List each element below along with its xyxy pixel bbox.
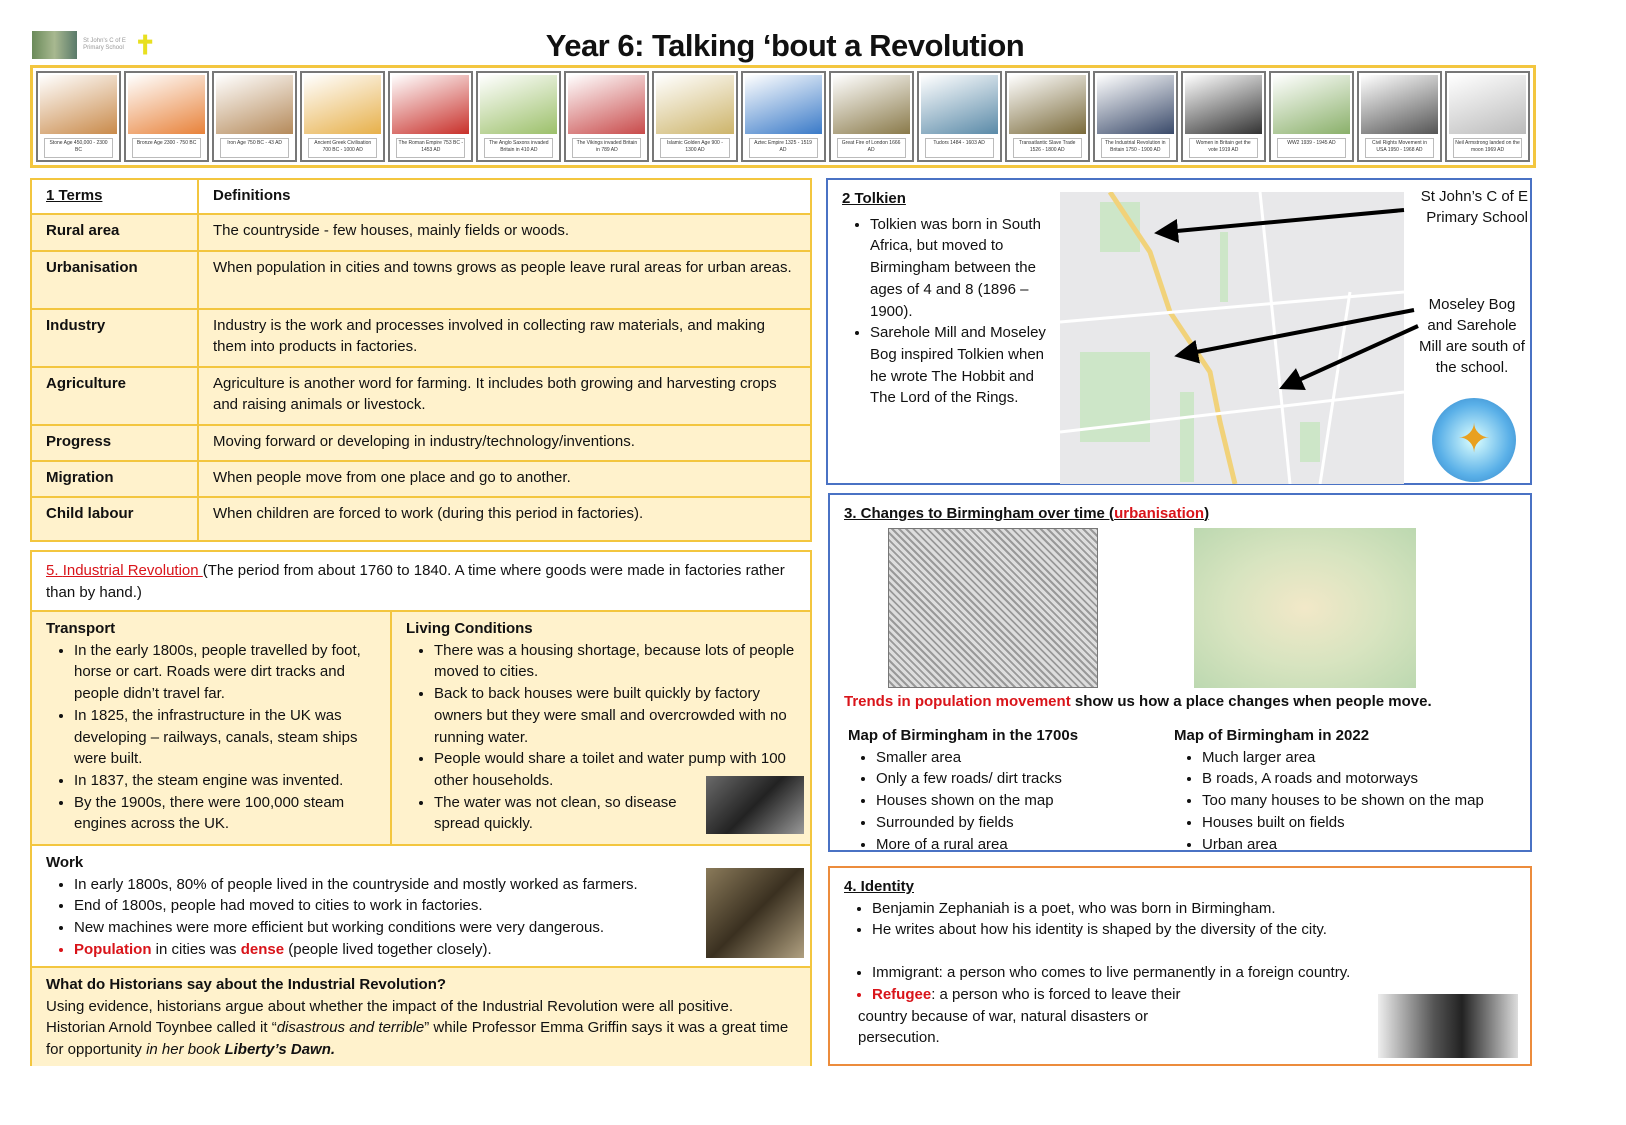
term-row [31, 251, 811, 309]
historians-heading: What do Historians say about the Industrial Revolution? [46, 976, 447, 993]
timeline-image [128, 75, 205, 134]
timeline-caption: WW2 1939 - 1945 AD [1277, 138, 1346, 158]
definition: Moving forward or developing in industry/technology/inventions. [198, 425, 811, 461]
timeline-caption: Transatlantic Slave Trade 1526 - 1800 AD [1013, 138, 1082, 158]
identity-heading: 4. Identity [844, 878, 915, 895]
mill-label: Moseley Bog and Sarehole Mill are south of the school. [1419, 296, 1525, 376]
timeline-card [300, 71, 385, 162]
timeline-image [480, 75, 557, 134]
timeline-image [1273, 75, 1350, 134]
timeline-caption: The Anglo Saxons invaded Britain in 410 AD [484, 138, 553, 158]
compass-icon: ✦ [1432, 398, 1516, 482]
timeline-image [304, 75, 381, 134]
list-item: • Only a few roads/ dirt tracks [876, 768, 1168, 790]
col-2022: Map of Birmingham in 2022 • Much larger area • B roads, A roads and motorways • Too many houses to be shown on the map • Houses built on fields • Urban area [1174, 725, 1530, 855]
list-item: • By the 1900s, there were 100,000 steam engines across the UK. [74, 792, 376, 835]
list-item: • Sarehole Mill and Moseley Bog inspired Tolkien when he wrote The Hobbit and The Lord of the Rings. [870, 322, 1052, 409]
timeline-caption: Tudors 1484 - 1603 AD [925, 138, 994, 158]
factory-photo [706, 868, 804, 958]
list-item: • Benjamin Zephaniah is a poet, who was born in Birmingham. [872, 898, 1516, 920]
list-item: • The water was not clean, so disease spread quickly. [434, 792, 796, 835]
school-label: St John’s C of E Primary School [1420, 188, 1528, 226]
timeline-card [36, 71, 121, 162]
list-item: • There was a housing shortage, because lots of people moved to cities. [434, 640, 796, 683]
term-row [31, 425, 811, 461]
timeline-image [1449, 75, 1526, 134]
timeline-caption: The Industrial Revolution in Britain 1750 - 1900 AD [1101, 138, 1170, 158]
tolkien-heading: 2 Tolkien [842, 190, 906, 207]
historians-panel: What do Historians say about the Industrial Revolution? Using evidence, historians argue about whether the impact of the Industrial Revolution were all positive. Historian Arnold Toynbee called it “disastrous and terrible” while Professor Emma Griffin says it was a great time for opportunity in her book Liberty’s Dawn. [32, 968, 810, 1066]
term: Rural area [31, 214, 198, 251]
timeline-card [1445, 71, 1530, 162]
term-row [31, 367, 811, 425]
timeline-card [124, 71, 209, 162]
identity-section: 4. Identity • Benjamin Zephaniah is a poet, who was born in Birmingham. • He writes about how his identity is shaped by the diversity of the city. • Immigrant: a person who comes to live permanently in a foreign country. • Refugee: a person who is forced to leave their country because of war, natural disasters or persecution. [828, 866, 1532, 1066]
timeline-card [388, 71, 473, 162]
col-1700s: Map of Birmingham in the 1700s • Smaller area • Only a few roads/ dirt tracks • Houses shown on the map • Surrounded by fields • More of a rural area [848, 725, 1168, 855]
work-item: • Population in cities was dense (people lived together closely). [74, 939, 796, 961]
term: Industry [31, 309, 198, 367]
list-item: • People would share a toilet and water pump with 100 other households. [434, 748, 796, 791]
list-item: • In early 1800s, 80% of people lived in the countryside and mostly worked as farmers. [74, 874, 796, 896]
section-title: Industrial Revolution [62, 562, 203, 579]
timeline-image [392, 75, 469, 134]
timeline-card [476, 71, 561, 162]
definition: When people move from one place and go to another. [198, 461, 811, 497]
list-item: • Tolkien was born in South Africa, but moved to Birmingham between the ages of 4 and 8 (1896 – 1900). [870, 214, 1052, 323]
poet-photo [1378, 994, 1518, 1058]
section-number: 5. [46, 562, 59, 579]
list-item: • End of 1800s, people had moved to cities to work in factories. [74, 895, 796, 917]
arrow-school [1166, 210, 1404, 232]
list-item: • B roads, A roads and motorways [1202, 768, 1530, 790]
timeline-card [1357, 71, 1442, 162]
timeline-caption: Islamic Golden Age 900 - 1300 AD [660, 138, 729, 158]
list-item: • Much larger area [1202, 747, 1530, 769]
arrows [828, 180, 1534, 487]
timeline-caption: Iron Age 750 BC - 43 AD [220, 138, 289, 158]
timeline-card [564, 71, 649, 162]
work-list [46, 874, 796, 939]
timeline-image [568, 75, 645, 134]
term: Migration [31, 461, 198, 497]
list-item: • Houses shown on the map [876, 790, 1168, 812]
list-item: • In 1825, the infrastructure in the UK was developing – railways, canals, steam ships were built. [74, 705, 376, 770]
arrow-bog [1186, 310, 1414, 354]
timeline-card [741, 71, 826, 162]
list-item: • New machines were more efficient but working conditions were very dangerous. [74, 917, 796, 939]
timeline-image [833, 75, 910, 134]
timeline-image [745, 75, 822, 134]
timeline-card [1269, 71, 1354, 162]
list-item: • He writes about how his identity is shaped by the diversity of the city. [872, 919, 1516, 941]
definitions-header: Definitions [198, 179, 811, 214]
terms-header: 1 Terms [31, 179, 198, 214]
timeline-caption: Women in Britain get the vote 1919 AD [1189, 138, 1258, 158]
timeline-card [652, 71, 737, 162]
timeline-image [1009, 75, 1086, 134]
timeline-image [216, 75, 293, 134]
timeline-card [212, 71, 297, 162]
terms-table [30, 178, 812, 542]
definition: When population in cities and towns grows as people leave rural areas for urban areas. [198, 251, 811, 309]
list-item: • In the early 1800s, people travelled by foot, horse or cart. Roads were dirt tracks and people didn’t travel far. [74, 640, 376, 705]
timeline-caption: The Vikings invaded Britain in 789 AD [572, 138, 641, 158]
timeline-caption: Great Fire of London 1666 AD [837, 138, 906, 158]
term: Progress [31, 425, 198, 461]
timeline-card [829, 71, 914, 162]
term-row [31, 497, 811, 541]
term: Urbanisation [31, 251, 198, 309]
transport-panel [32, 612, 392, 844]
list-item: • Surrounded by fields [876, 812, 1168, 834]
logo-text: St John's C of E Primary School [83, 38, 126, 51]
work-panel [32, 846, 810, 968]
timeline-caption: Civil Rights Movement in USA 1950 - 1968 AD [1365, 138, 1434, 158]
slum-photo [706, 776, 804, 834]
list-item: • Back to back houses were built quickly by factory owners but they were small and overcrowded with no running water. [434, 683, 796, 748]
timeline-caption: The Roman Empire 753 BC - 1453 AD [396, 138, 465, 158]
timeline-image [40, 75, 117, 134]
list-item: • In 1837, the steam engine was invented. [74, 770, 376, 792]
definition: Agriculture is another word for farming. It includes both growing and harvesting crops and raising animals or livestock. [198, 367, 811, 425]
timeline-card [1005, 71, 1090, 162]
list-item: • Houses built on fields [1202, 812, 1530, 834]
timeline-caption: Stone Age 450,000 - 2300 BC [44, 138, 113, 158]
timeline-card [917, 71, 1002, 162]
term: Agriculture [31, 367, 198, 425]
timeline-image [1361, 75, 1438, 134]
timeline-card [1181, 71, 1266, 162]
timeline-card [1093, 71, 1178, 162]
timeline-image [921, 75, 998, 134]
page-title: Year 6: Talking ‘bout a Revolution [545, 28, 1025, 63]
map-1700s [888, 528, 1098, 688]
term: Child labour [31, 497, 198, 541]
cross-icon: ✝ [134, 30, 156, 60]
living-heading: Living Conditions [406, 620, 533, 637]
industrial-revolution-section [30, 550, 812, 1066]
term-row [31, 214, 811, 251]
definition: Industry is the work and processes involved in collecting raw materials, and making them into products in factories. [198, 309, 811, 367]
transport-list [46, 640, 376, 835]
timeline-strip [30, 65, 1536, 168]
transport-heading: Transport [46, 620, 116, 637]
living-conditions-panel [392, 612, 810, 844]
ir-intro-text: (The period from about 1760 to 1840. A time where goods were made in factories rather than by hand.) [46, 562, 785, 601]
arrow-mill [1290, 326, 1418, 384]
list-item: • Urban area [1202, 834, 1530, 856]
timeline-caption: Ancient Greek Civilisation 700 BC - 1000 AD [308, 138, 377, 158]
work-heading: Work [46, 854, 84, 871]
timeline-image [656, 75, 733, 134]
list-item: • More of a rural area [876, 834, 1168, 856]
timeline-caption: Bronze Age 2300 - 750 BC [132, 138, 201, 158]
list-item: • Too many houses to be shown on the map [1202, 790, 1530, 812]
term-row [31, 309, 811, 367]
timeline-caption: Neil Armstrong landed on the moon 1969 AD [1453, 138, 1522, 158]
identity-item: • Refugee: a person who is forced to leave their [872, 984, 1516, 1006]
list-item: • Immigrant: a person who comes to live permanently in a foreign country. [872, 962, 1516, 984]
timeline-image [1185, 75, 1262, 134]
timeline-image [1097, 75, 1174, 134]
ir-intro [32, 552, 810, 612]
changes-section: 3. Changes to Birmingham over time (urbanisation) Trends in population movement show us how a place changes when people move. Map of Birmingham in the 1700s • Smaller area • Only a few roads/ dirt tracks • Houses shown on the map • Surrounded by fields • More of a rural area Map of Birmingham in 2022 • Much larger area • B roads, A roads and motorways • Too many houses to be shown on the map • Houses built on fields • Urban area [828, 493, 1532, 852]
list-item: • Smaller area [876, 747, 1168, 769]
tolkien-section [826, 178, 1532, 485]
definition: When children are forced to work (during this period in factories). [198, 497, 811, 541]
definition: The countryside - few houses, mainly fields or woods. [198, 214, 811, 251]
timeline-caption: Aztec Empire 1325 - 1519 AD [749, 138, 818, 158]
term-row [31, 461, 811, 497]
map-2022 [1194, 528, 1416, 688]
